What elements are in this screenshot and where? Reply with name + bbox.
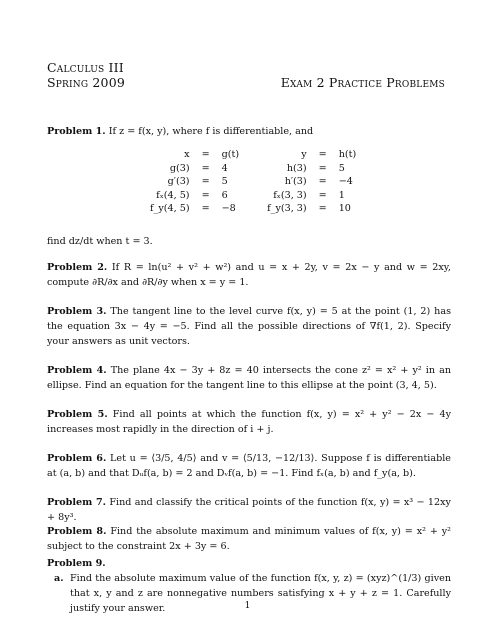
equation-cell: 6 — [221, 189, 228, 201]
equation-cell: = — [201, 176, 210, 188]
term-label: Spring 2009 — [47, 75, 125, 90]
part-label: a. — [54, 573, 64, 584]
equation-cell: h(3) — [286, 162, 307, 174]
equation-cell: fₓ(3, 3) — [273, 189, 307, 201]
problem-2 — [47, 260, 451, 290]
equation-cell: = — [201, 149, 210, 160]
problem-label: Problem 2. — [47, 262, 108, 273]
exam-title: Exam 2 Practice Problems — [280, 75, 445, 90]
part-text: Find the absolute maximum value of the function f(x, y, z) = (xyz)^(1/3) given that x, y and z are nonnegative numbers satisfying x + y + z = 1. Carefully justify your answer. — [70, 573, 451, 614]
problem-1-question: find dz/dt when t = 3. — [47, 236, 153, 247]
problem-label: Problem 1. — [47, 126, 106, 137]
equation-cell: h(t) — [338, 149, 357, 160]
problem-text: Find and classify the critical points of the function f(x, y) = x³ − 12xy + 8y³. — [47, 497, 451, 523]
equation-cell: h′(3) — [284, 176, 307, 188]
problem-1 — [47, 124, 451, 139]
problem-text: If z = f(x, y), where f is differentiable, and — [108, 126, 314, 137]
equation-cell: = — [318, 203, 327, 215]
equation-cell: −8 — [221, 203, 236, 215]
equation-cell: y — [301, 149, 307, 160]
problem-text: Find all points at which the function f(x, y) = x² + y² − 2x − 4y increases most rapidly in the direction of i + j. — [47, 409, 451, 435]
problem-7 — [47, 495, 451, 525]
problem-9 — [47, 556, 451, 571]
problem-1-equations — [150, 148, 384, 216]
problem-label: Problem 6. — [47, 453, 107, 464]
course-title: Calculus III — [47, 60, 124, 75]
equation-row — [150, 189, 384, 203]
equation-cell: −4 — [338, 176, 353, 188]
equation-cell: = — [318, 176, 327, 188]
problem-label: Problem 4. — [47, 365, 107, 376]
equation-cell: = — [318, 189, 327, 201]
problem-8 — [47, 524, 451, 554]
equation-cell: 5 — [221, 176, 228, 188]
equation-cell: 10 — [338, 203, 351, 215]
problem-text: If R = ln(u² + v² + w²) and u = x + 2y, v = 2x − y and w = 2xy, compute ∂R/∂x and ∂R/∂y when x = y = 1. — [47, 262, 451, 288]
page-number: 1 — [244, 601, 251, 611]
equation-cell: g′(3) — [167, 176, 190, 188]
equation-cell: = — [318, 162, 327, 174]
problem-text: Find the absolute maximum and minimum values of f(x, y) = x² + y² subject to the constraint 2x + 3y = 6. — [47, 526, 451, 552]
equation-row — [150, 175, 384, 189]
equation-cell: = — [318, 149, 327, 160]
equation-cell: = — [201, 189, 210, 201]
problem-label: Problem 7. — [47, 497, 106, 508]
problem-label: Problem 8. — [47, 526, 107, 537]
equation-cell: fₓ(4, 5) — [156, 189, 190, 201]
problem-label: Problem 5. — [47, 409, 108, 420]
equation-cell: 5 — [338, 162, 345, 174]
problem-text: The tangent line to the level curve f(x, y) = 5 at the point (1, 2) has the equation 3x − 4y = −5. Find all the possible directions of ∇f(1, 2). Specify your answers as unit vectors. — [47, 306, 451, 347]
equation-cell: = — [201, 162, 210, 174]
problem-3 — [47, 304, 451, 349]
equation-cell: g(t) — [221, 149, 240, 160]
equation-cell: x — [184, 149, 190, 160]
problem-4 — [47, 363, 451, 393]
equation-cell: f_y(3, 3) — [267, 203, 307, 215]
equation-cell: = — [201, 203, 210, 215]
equation-row — [150, 202, 384, 216]
problem-label: Problem 3. — [47, 306, 107, 317]
problem-label: Problem 9. — [47, 558, 106, 569]
equation-cell: 1 — [338, 189, 345, 201]
problem-text: Let u = ⟨3/5, 4/5⟩ and v = ⟨5/13, −12/13⟩. Suppose f is differentiable at (a, b) and that Dᵤf(a, b) = 2 and Dᵥf(a, b) = −1. Find fₓ(a, b) and f_y(a, b). — [47, 453, 451, 479]
problem-text: The plane 4x − 3y + 8z = 40 intersects the cone z² = x² + y² in an ellipse. Find an equation for the tangent line to this ellipse at the point (3, 4, 5). — [47, 365, 451, 391]
equation-row — [150, 148, 384, 162]
equation-row — [150, 162, 384, 176]
equation-cell: g(3) — [169, 162, 190, 174]
problem-5 — [47, 407, 451, 437]
equation-cell: 4 — [221, 162, 228, 174]
problem-6 — [47, 451, 451, 481]
equation-cell: f_y(4, 5) — [150, 203, 190, 215]
